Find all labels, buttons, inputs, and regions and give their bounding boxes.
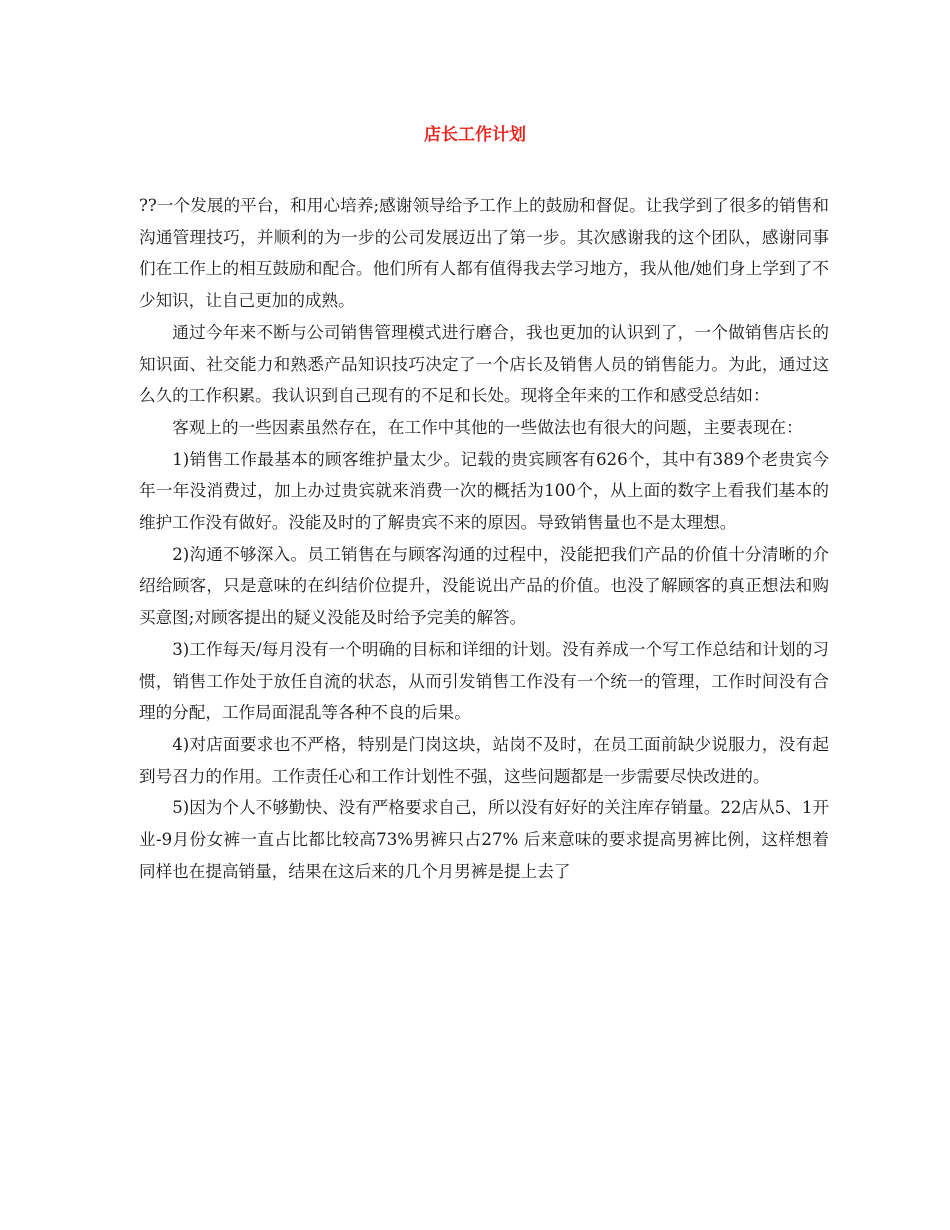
paragraph-problem-2: 2)沟通不够深入。员工销售在与顾客沟通的过程中，没能把我们产品的价值十分清晰的介绍给顾客，只是意味的在纠结价位提升，没能说出产品的价值。也没了解顾客的真正想法和购买意图;对顾客提出的疑义没能及时给予完美的解答。 <box>139 544 829 628</box>
document-title: 店长工作计划 <box>424 125 526 145</box>
paragraph-problem-1: 1)销售工作最基本的顾客维护量太少。记载的贵宾顾客有626个，其中有389个老贵宾今年一年没消费过，加上办过贵宾就来消费一次的概括为100个，从上面的数字上看我们基本的维护工作没有做好。没能及时的了解贵宾不来的原因。导致销售量也不是太理想。 <box>139 449 829 533</box>
paragraph-problems-intro: 客观上的一些因素虽然存在，在工作中其他的一些做法也有很大的问题，主要表现在： <box>172 417 803 437</box>
paragraph-summary: 通过今年来不断与公司销售管理模式进行磨合，我也更加的认识到了，一个做销售店长的知识面、社交能力和熟悉产品知识技巧决定了一个店长及销售人员的销售能力。为此，通过这么久的工作积累。我认识到自己现有的不足和长处。现将全年来的工作和感受总结如： <box>139 322 829 406</box>
paragraph-intro: ??一个发展的平台，和用心培养;感谢领导给予工作上的鼓励和督促。让我学到了很多的销售和沟通管理技巧，并顺利的为一步的公司发展迈出了第一步。其次感谢我的这个团队，感谢同事们在工作上的相互鼓励和配合。他们所有人都有值得我去学习地方，我从他/她们身上学到了不少知识，让自己更加的成熟。 <box>139 196 829 311</box>
document-body <box>139 190 829 887</box>
paragraph-problem-3: 3)工作每天/每月没有一个明确的目标和详细的计划。没有养成一个写工作总结和计划的习惯，销售工作处于放任自流的状态，从而引发销售工作没有一个统一的管理，工作时间没有合理的分配，工作局面混乱等各种不良的后果。 <box>139 639 829 723</box>
paragraph-problem-5: 5)因为个人不够勤快、没有严格要求自己，所以没有好好的关注库存销量。22店从5、1开业-9月份女裤一直占比都比较高73%男裤只占27% 后来意味的要求提高男裤比例，这样想着同样也在提高销量，结果在这后来的几个月男裤是提上去了 <box>139 798 829 881</box>
paragraph-problem-4: 4)对店面要求也不严格，特别是门岗这块，站岗不及时，在员工面前缺少说服力，没有起到号召力的作用。工作责任心和工作计划性不强，这些问题都是一步需要尽快改进的。 <box>139 734 829 786</box>
